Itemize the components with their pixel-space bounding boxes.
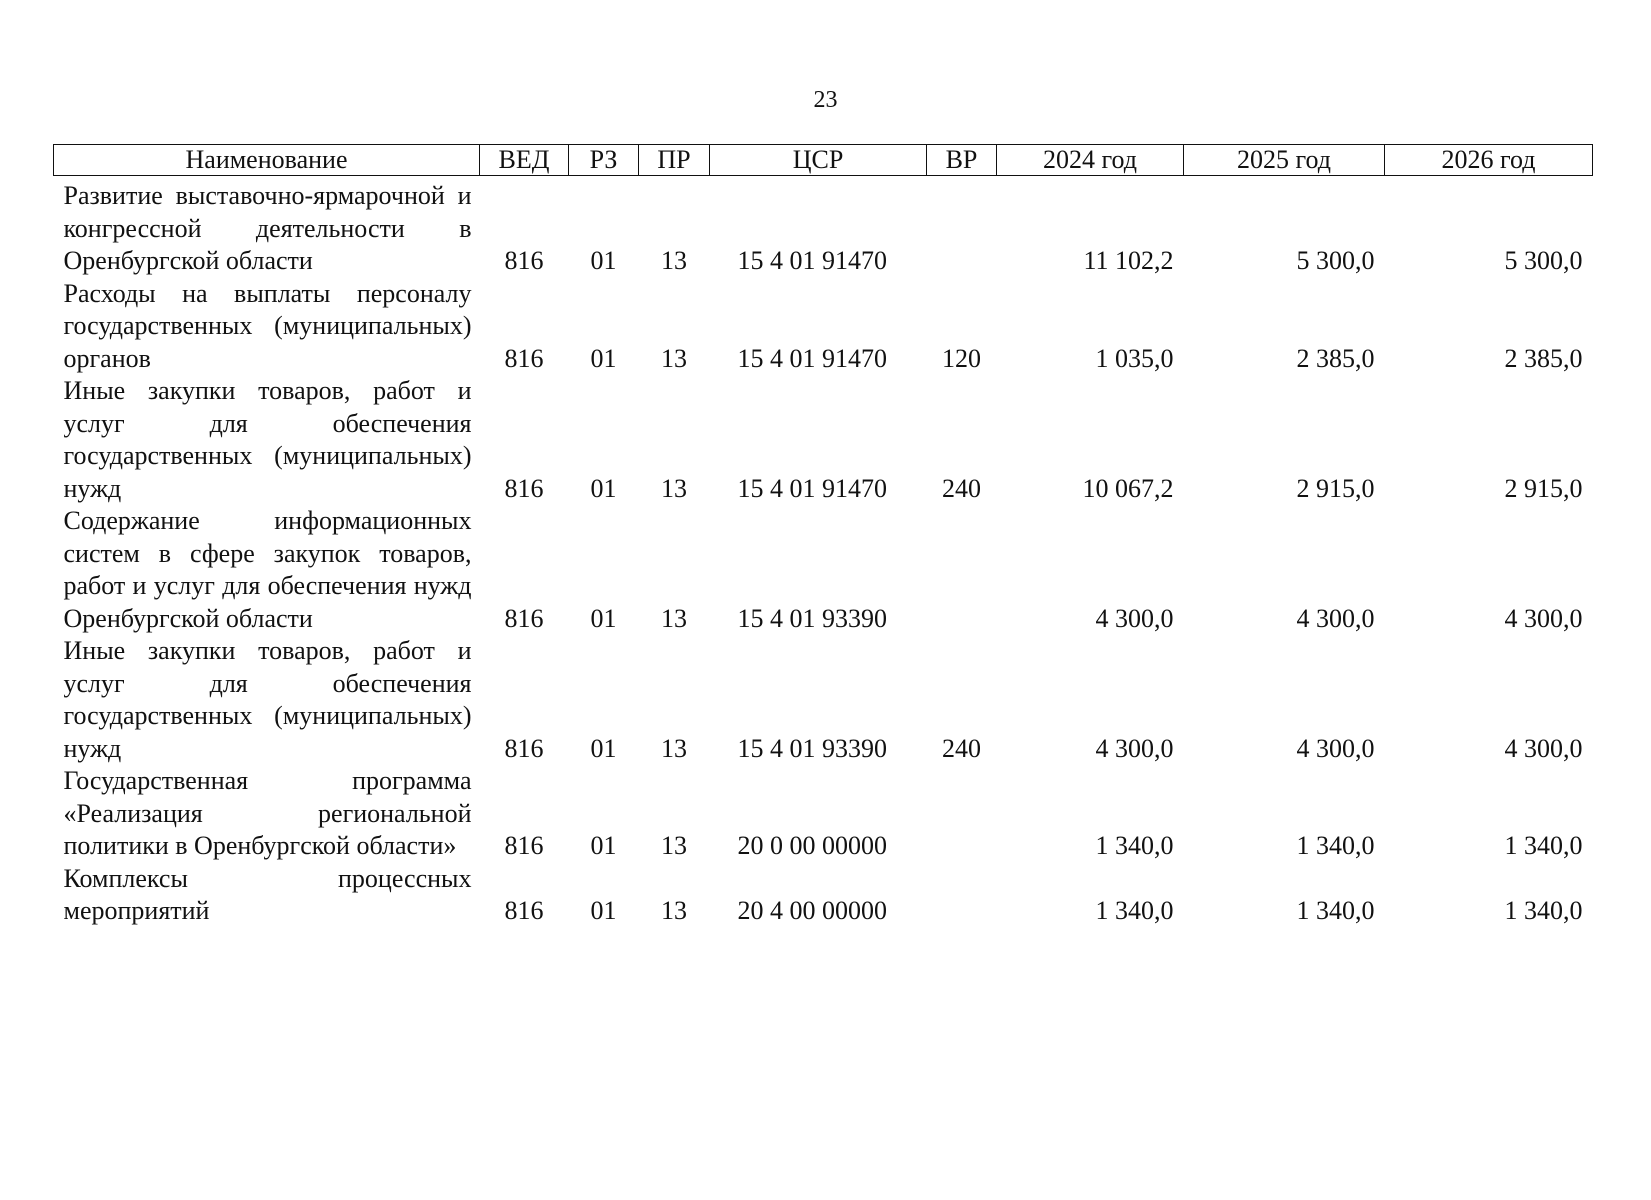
row-2026: 2 385,0 [1504,343,1583,373]
row-name: Расходы на выплаты персоналу государственных (муниципальных) органов [63,278,472,373]
row-2026: 4 300,0 [1504,603,1583,633]
row-csr: 20 0 00 00000 [737,831,887,860]
row-ved: 816 [504,733,544,763]
row-csr: 15 4 01 91470 [737,246,887,275]
row-vr [927,863,997,928]
row-2025: 1 340,0 [1296,831,1375,860]
row-2026: 5 300,0 [1504,246,1583,275]
row-2024: 4 300,0 [1095,733,1174,763]
row-2025: 2 915,0 [1296,473,1375,503]
row-vr: 240 [942,733,981,763]
row-2025: 2 385,0 [1296,343,1375,373]
table-row [54,505,1593,635]
row-pr: 13 [661,733,687,763]
row-2024: 10 067,2 [1082,473,1174,503]
table-body [54,176,1593,928]
row-2024: 1 340,0 [1095,831,1174,860]
row-2024: 1 035,0 [1095,343,1174,373]
row-rz: 01 [590,733,617,763]
row-ved: 816 [504,603,544,633]
row-pr: 13 [661,473,687,503]
table-header [54,145,1593,176]
row-2026: 4 300,0 [1504,733,1583,763]
row-csr: 15 4 01 93390 [737,733,887,763]
row-name: Содержание информационных систем в сфере закупок товаров, работ и услуг для обеспечения нужд Оренбургской области [63,506,472,633]
row-vr [927,765,997,863]
row-rz: 01 [590,343,617,373]
row-rz: 01 [590,473,617,503]
row-rz: 01 [590,603,617,633]
table-row [54,765,1593,863]
row-2024: 11 102,2 [1083,246,1174,275]
row-2024: 4 300,0 [1095,603,1174,633]
row-pr: 13 [661,831,687,860]
table-row [54,863,1593,928]
row-name: Иные закупки товаров, работ и услуг для обеспечения государственных (муниципальных) нужд [63,636,472,763]
row-2025: 4 300,0 [1296,603,1375,633]
row-ved: 816 [504,473,544,503]
row-pr: 13 [661,246,687,275]
row-ved: 816 [504,343,544,373]
row-ved: 816 [504,896,544,925]
header-row [54,145,1593,176]
header-pr: ПР [639,145,710,176]
header-csr: ЦСР [710,145,927,176]
table-row [54,176,1593,278]
row-2025: 5 300,0 [1296,246,1375,275]
row-csr: 15 4 01 91470 [737,473,887,503]
header-rz: РЗ [569,145,639,176]
row-csr: 15 4 01 93390 [737,603,887,633]
table-row [54,635,1593,765]
row-2025: 4 300,0 [1296,733,1375,763]
row-vr: 240 [942,473,981,503]
header-2025: 2025 год [1184,145,1385,176]
header-vr: ВР [927,145,997,176]
row-pr: 13 [661,896,687,925]
row-2024: 1 340,0 [1095,896,1174,925]
row-name: Иные закупки товаров, работ и услуг для обеспечения государственных (муниципальных) нужд [63,376,472,503]
header-2024: 2024 год [997,145,1184,176]
row-rz: 01 [590,831,617,860]
row-2026: 1 340,0 [1504,896,1583,925]
table-row [54,278,1593,376]
row-2025: 1 340,0 [1296,896,1375,925]
row-ved: 816 [504,246,544,275]
row-csr: 15 4 01 91470 [737,343,887,373]
header-name: Наименование [54,145,480,176]
row-name: Комплексы процессных мероприятий [63,863,472,925]
row-rz: 01 [590,896,617,925]
row-csr: 20 4 00 00000 [737,896,887,925]
table-row [54,375,1593,505]
row-vr [927,176,997,278]
row-vr: 120 [942,343,981,373]
page-number: 23 [813,87,838,113]
row-name: Государственная программа «Реализация региональной политики в Оренбургской области» [63,766,472,860]
row-rz: 01 [590,246,617,275]
row-pr: 13 [661,343,687,373]
row-2026: 1 340,0 [1504,831,1583,860]
row-vr [927,505,997,635]
header-2026: 2026 год [1385,145,1593,176]
budget-table [53,144,1593,928]
header-ved: ВЕД [480,145,569,176]
row-ved: 816 [504,831,544,860]
row-name: Развитие выставочно-ярмарочной и конгрессной деятельности в Оренбургской области [63,181,472,275]
row-pr: 13 [661,603,687,633]
row-2026: 2 915,0 [1504,473,1583,503]
